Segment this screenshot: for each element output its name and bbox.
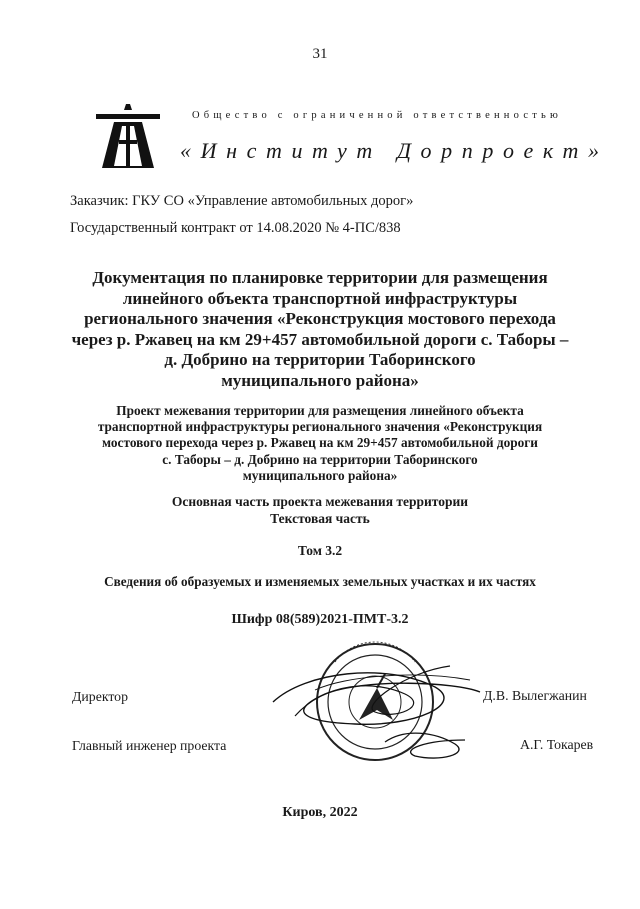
signature-name-director: Д.В. Вылегжанин [483, 688, 587, 703]
subtitle-line: Проект межевания территории для размещения линейного объекта [116, 403, 524, 418]
document-title-line: через р. Ржавец на км 29+457 автомобильной дороги с. Таборы – [71, 329, 569, 349]
organization-type: Общество с ограниченной ответственностью [192, 110, 563, 121]
part-heading [60, 493, 580, 527]
organization-name: «Институт Дорпроект» [180, 138, 609, 163]
city-year: Киров, 2022 [282, 805, 358, 820]
document-title [60, 268, 580, 391]
part-main: Основная часть проекта межевания территории [171, 494, 469, 509]
subtitle-line: с. Таборы – д. Добрино на территории Таборинского [162, 451, 478, 467]
subtitle-line: мостового перехода через р. Ржавец на км 29+457 автомобильной дороги [102, 435, 538, 451]
contract-line: Государственный контракт от 14.08.2020 № 4-ПС/838 [70, 220, 401, 236]
document-title-line: муниципального района» [221, 370, 419, 390]
document-code: Шифр 08(589)2021-ПМТ-3.2 [231, 612, 409, 627]
page-number: 31 [312, 46, 328, 62]
subtitle-line: транспортной инфраструктуры регионального значения «Реконструкция [97, 419, 543, 435]
customer-line: Заказчик: ГКУ СО «Управление автомобильных дорог» [70, 193, 414, 209]
document-title-line: линейного объекта транспортной инфраструктуры [122, 288, 518, 308]
document-title-line: регионального значения «Реконструкция мостового перехода [84, 309, 556, 328]
signature-role-director: Директор [72, 689, 128, 704]
company-logo [96, 104, 160, 168]
road-bridge-logo-icon [96, 104, 160, 168]
document-title-line: д. Добрино на территории Таборинского [164, 350, 476, 369]
subtitle-line: муниципального района» [242, 467, 398, 483]
part-text: Текстовая часть [270, 511, 370, 526]
document-title-line: Документация по планировке территории для размещения [92, 268, 548, 287]
signature-role-chief-engineer: Главный инженер проекта [72, 738, 227, 753]
document-subtitle [60, 403, 580, 484]
signature-name-chief-engineer: А.Г. Токарев [520, 737, 594, 752]
volume-description: Сведения об образуемых и изменяемых земельных участках и их частях [104, 574, 536, 589]
volume-label: Том 3.2 [297, 543, 343, 558]
seal-with-signatures-icon [265, 632, 490, 782]
seal-stamp [265, 632, 490, 782]
